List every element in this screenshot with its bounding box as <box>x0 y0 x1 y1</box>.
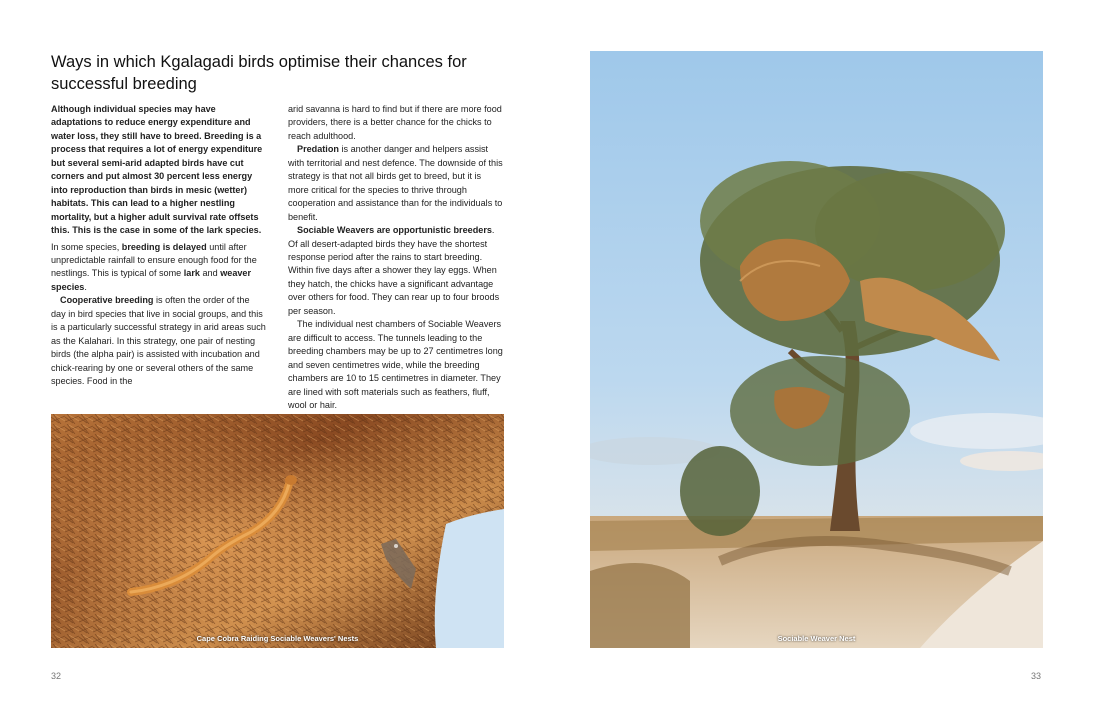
text-column-left <box>51 103 266 389</box>
paragraph-nest-chambers: The individual nest chambers of Sociable Weavers are difficult to access. The tunnels leading to the breeding chambers may be up to 27 centimetres long and seven centimetres wide, while the breeding chambers are 10 to 15 centimetres in diameter. They are lined with soft materials such as feathers, fluff, wool or hair. <box>288 319 503 410</box>
page-number-left: 32 <box>51 671 62 681</box>
bold-term: Predation <box>297 144 339 155</box>
cobra-photo-illustration <box>51 414 504 648</box>
paragraph-continued: arid savanna is hard to find but if there are more food providers, there is a better chance for the chicks to reach adulthood. <box>288 104 502 141</box>
text-run: until after unpredictable rainfall to ensure enough food for the nestlings. This is typical of some <box>51 241 257 279</box>
page-number-right: 33 <box>1031 671 1042 681</box>
paragraph-opportunistic <box>288 224 503 318</box>
text-run: and <box>199 268 221 279</box>
text-run: is often the order of the day in bird species that live in social groups, and this is a particularly successful strategy in arid areas such as the Kalahari. In this strategy, one pair of nesting birds (the alpha pair) is assisted with incubation and chick-rearing by one or several others of the same species. Food in the <box>51 295 266 387</box>
text-run: . <box>84 281 87 292</box>
photo-caption-cobra: Cape Cobra Raiding Sociable Weavers' Nests <box>196 634 359 643</box>
page-title: Ways in which Kgalagadi birds optimise their chances for successful breeding <box>51 53 467 93</box>
tree-photo-illustration <box>590 51 1043 648</box>
intro-paragraph: Although individual species may have adaptations to reduce energy expenditure and water loss, they still have to breed. Breeding is a process that requires a lot of energy expenditure but several semi-arid adapted birds have cut corners and put almost 30 percent less energy into reproduction than birds in mesic (wetter) habitats. This can lead to a higher nestling mortality, but a higher adult survival rate offsets this. This is the case in some of the lark species. <box>51 104 263 236</box>
paragraph-cooperative-breeding <box>51 294 266 388</box>
text-column-right <box>288 103 503 412</box>
photo-caption-tree: Sociable Weaver Nest <box>777 634 856 643</box>
bold-term: Sociable Weavers are opportunistic breeders <box>297 225 492 236</box>
text-run: . Of all desert-adapted birds they have the shortest response period after the rains to start breeding. Within five days after a shower they lay eggs. When they hatch, the chicks have a significant advantage over others for food. They can rear up to four broods per season. <box>288 225 500 316</box>
bold-term: lark <box>183 268 200 279</box>
paragraph-delayed-breeding <box>51 241 266 295</box>
bold-term: weaver species <box>51 268 252 292</box>
photo-weaver-tree <box>590 51 1043 648</box>
bold-term: breeding is delayed <box>121 241 207 252</box>
paragraph-predation <box>288 143 503 224</box>
bold-term: Cooperative breeding <box>60 295 154 306</box>
photo-cobra-nest <box>51 414 504 648</box>
text-run: In some species, <box>51 241 122 252</box>
text-run: is another danger and helpers assist with territorial and nest defence. The downside of this strategy is that not all birds get to breed, but it is more critical for the species to thrive through cooperation and assistance than for the individuals to benefit. <box>288 144 503 222</box>
